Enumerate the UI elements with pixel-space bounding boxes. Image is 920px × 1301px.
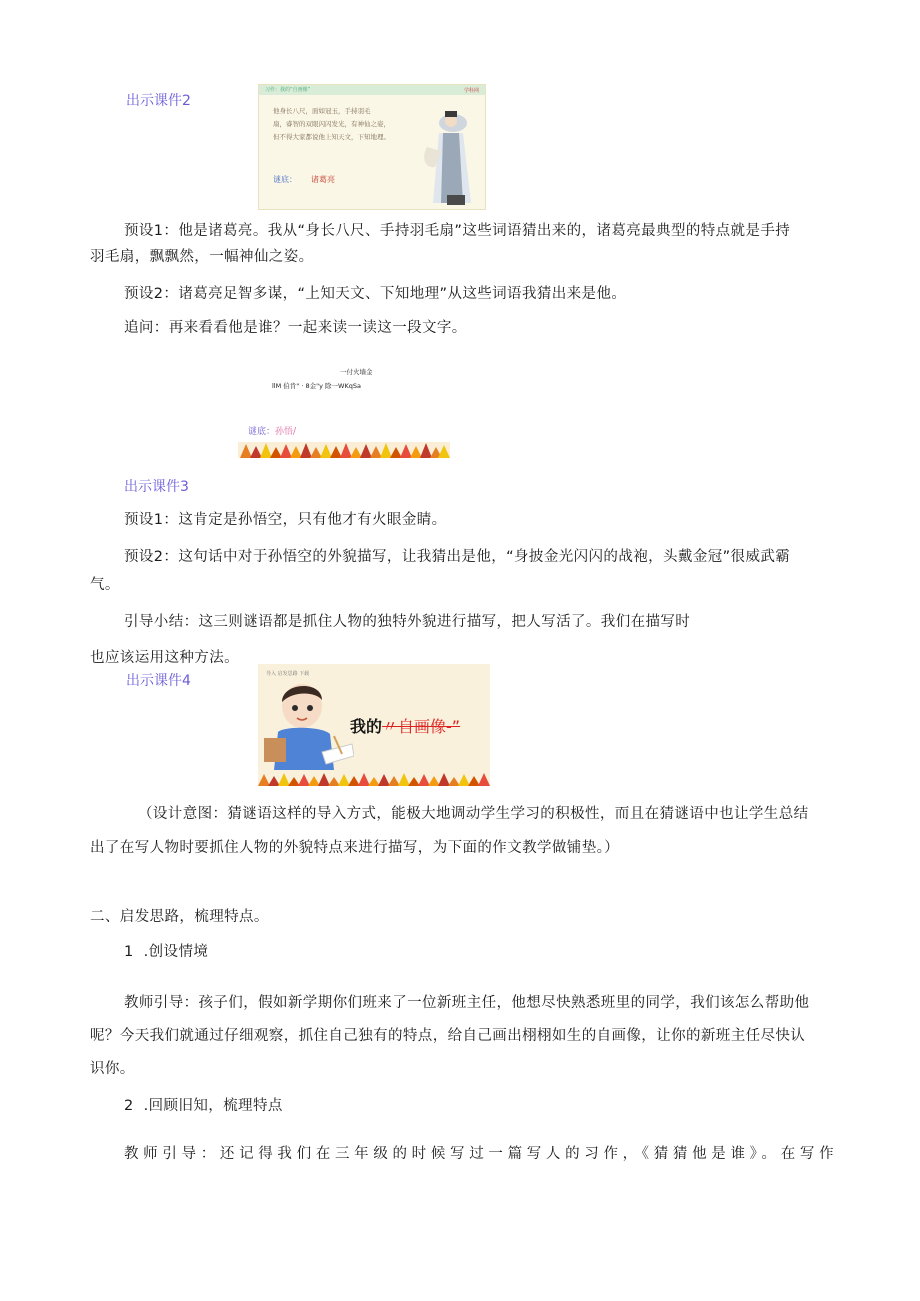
summary-line-1: 引导小结：这三则谜语都是抓住人物的独特外貌进行描写，把人写活了。我们在描写时: [124, 614, 691, 630]
slide-3-answer: 孙悟/: [275, 427, 297, 437]
slide-4-title: [350, 714, 460, 737]
teacher-guide-1-line-1: 教师引导：孩子们，假如新学期你们班来了一位新班主任，他想尽快熟悉班里的同学，我们该怎么帮助他: [124, 995, 810, 1011]
slide-4-leaves-border: [258, 772, 490, 786]
slide-3-text-top: 一付火墙金: [340, 368, 373, 376]
slide-2-line: 但不得大家都说他上知天文，下知地理。: [273, 133, 390, 141]
item-2-heading: 2 .回顾旧知，梳理特点: [124, 1098, 283, 1114]
slide-2-logo: 学科网: [463, 88, 479, 94]
boy-drawing-illustration: [264, 674, 354, 774]
item-1-heading: 1 .创设情境: [124, 944, 209, 960]
slide-2-answer: 诸葛亮: [311, 175, 335, 184]
preset-1-line-2: 羽毛扇，飘飘然，一幅神仙之姿。: [90, 249, 314, 265]
summary-line-2: 也应该运用这种方法。: [90, 650, 239, 666]
slide-3-riddle: [248, 424, 296, 437]
slide-3-preset-1: 预设1：这肯定是孙悟空，只有他才有火眼金睛。: [124, 512, 447, 528]
slide-2-topbar: [259, 85, 485, 95]
autumn-leaves-border: [238, 442, 450, 458]
slide-4-thumbnail: [258, 664, 490, 786]
slide-2-label: 出示课件2: [126, 93, 191, 109]
slide-2-line: 扇，睿智的双眼闪闪发光，有神仙之姿，: [273, 120, 390, 128]
slide-2-thumbnail: [258, 84, 486, 210]
slide-2-topbar-text: 习作：我的“自画像”: [265, 87, 311, 93]
section-2-heading: 二、启发思路，梳理特点。: [90, 909, 269, 925]
slide-2-line: 他身长八尺，面如冠玉，手持羽毛: [273, 107, 371, 115]
design-intent-line-1: （设计意图：猜谜语这样的导入方式，能极大地调动学生学习的积极性，而且在猜谜语中也让学生总结: [138, 806, 809, 822]
zhuge-liang-illustration: [419, 103, 477, 207]
slide-3-preset-2-line-1: 预设2：这句话中对于孙悟空的外貌描写，让我猜出是他，“身披金光闪闪的战袍，头戴金冠”很威武霸: [124, 549, 791, 565]
slide-4-tabs: 导入 启发思路 下载: [266, 671, 310, 677]
slide-2-riddle-text: [273, 105, 423, 144]
slide-3-preset-2-line-2: 气。: [90, 577, 120, 593]
slide-3-text-mid: llM 伯肯" · 8金"y 除一WKqSa: [272, 382, 361, 390]
slide-4-title-self-portrait: 〃自画像-”: [382, 717, 461, 736]
teacher-guide-2-line-1: 教师引导：还记得我们在三年级的时候写过一篇写人的习作，《猜猜他是谁》。在写作: [124, 1146, 834, 1162]
teacher-guide-1-line-2: 呢？今天我们就通过仔细观察，抓住自己独有的特点，给自己画出栩栩如生的自画像，让你的新班主任尽快认: [90, 1028, 806, 1044]
slide-3-riddle-label: 谜底：: [248, 427, 276, 437]
slide-4-title-main: 我的: [350, 717, 383, 736]
slide-2-riddle-label: 谜底：: [273, 175, 297, 184]
follow-up-question: 追问：再来看看他是谁？一起来读一读这一段文字。: [124, 320, 467, 336]
preset-1-line-1: 预设1：他是诸葛亮。我从“身长八尺、手持羽毛扇”这些词语猜出来的，诸葛亮最典型的特点就是手持: [124, 223, 791, 239]
teacher-guide-1-line-3: 识你。: [90, 1061, 135, 1077]
preset-2: 预设2：诸葛亮足智多谋，“上知天文、下知地理”从这些词语我猜出来是他。: [124, 286, 627, 302]
slide-4-label: 出示课件4: [126, 673, 191, 689]
design-intent-line-2: 出了在写人物时要抓住人物的外貌特点来进行描写，为下面的作文教学做铺垫。）: [90, 840, 620, 856]
slide-3-label: 出示课件3: [124, 479, 189, 495]
